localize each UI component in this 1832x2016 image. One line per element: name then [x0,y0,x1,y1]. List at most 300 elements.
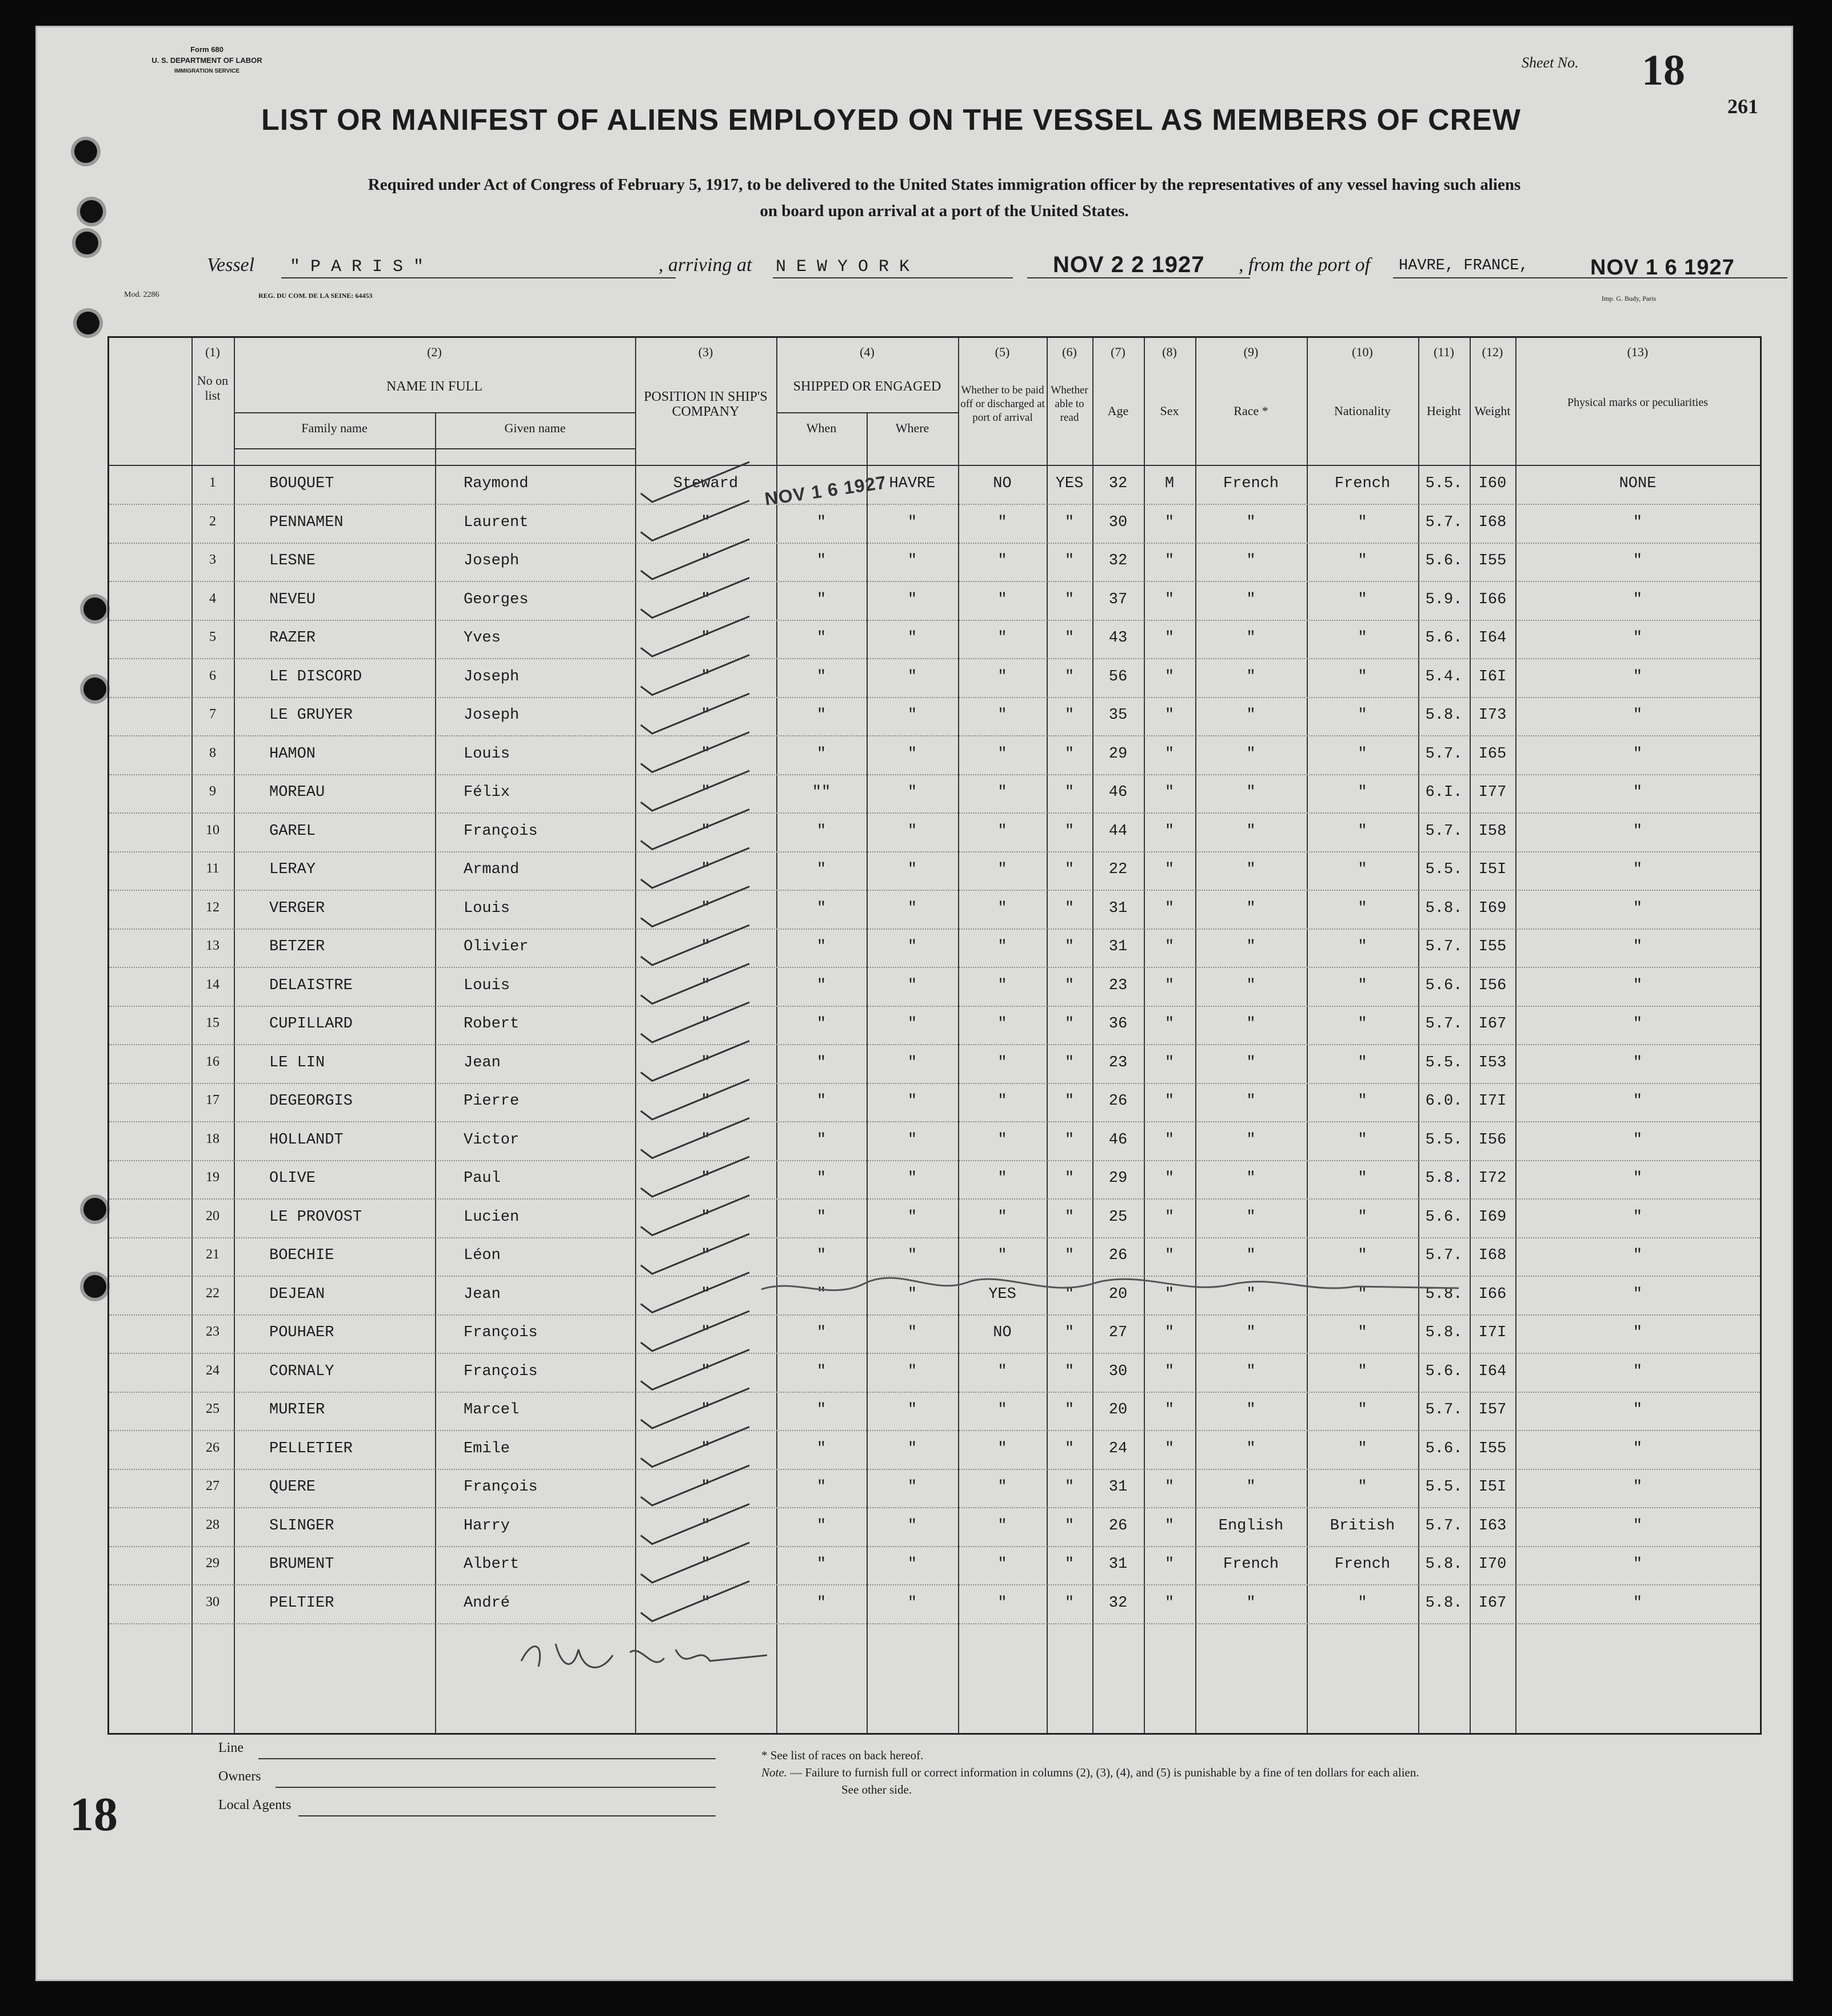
cell-sex: " [1164,745,1175,763]
cell-position: " [701,822,711,840]
reg-number: REG. DU COM. DE LA SEINE: 64453 [258,292,373,300]
cell-family: HAMON [269,745,316,763]
cell-paid-off: " [997,938,1007,955]
cell-position: " [701,1440,711,1457]
cell-height: 5.6. [1425,629,1463,647]
cell-height: 5.5. [1425,1479,1463,1496]
check-mark [641,732,749,772]
cell-weight: I69 [1478,1208,1507,1226]
cell-no: 12 [206,899,219,915]
cell-where: " [907,1594,917,1612]
cell-nationality: " [1358,977,1367,994]
cell-given: Jean [464,1285,501,1303]
cell-weight: I5I [1478,861,1507,878]
cell-read: " [1064,938,1075,955]
cell-marks: " [1633,899,1643,917]
cell-no: 6 [209,668,216,683]
cell-height: 5.5. [1425,861,1463,878]
cell-nationality: " [1358,745,1367,763]
cell-where: " [907,591,917,608]
cell-age: 46 [1108,784,1128,801]
col-4-num: (4) [860,345,875,359]
cell-height: 5.8. [1425,1170,1463,1187]
cell-paid-off: " [997,977,1007,994]
cell-weight: I56 [1478,977,1507,994]
check-mark [641,616,749,656]
cell-when: " [816,1093,827,1110]
cell-height: 5.4. [1425,668,1463,686]
cell-family: CUPILLARD [269,1015,353,1033]
cell-nationality: British [1330,1517,1395,1535]
cell-sex: " [1164,629,1175,647]
cell-position: " [701,1401,711,1419]
cell-where: " [907,1324,917,1341]
cell-age: 31 [1108,1556,1128,1573]
cell-paid-off: " [997,899,1007,917]
cell-where: HAVRE [889,475,936,492]
cell-height: 5.8. [1425,1285,1463,1303]
cell-age: 23 [1108,977,1128,994]
cell-paid-off: " [997,629,1007,647]
cell-nationality: " [1358,1015,1367,1033]
cell-position: " [701,1093,711,1110]
cell-family: BOUQUET [269,475,334,492]
check-mark [641,1427,749,1467]
cell-nationality: " [1358,1285,1367,1303]
cell-race: " [1246,1594,1256,1612]
cell-age: 36 [1108,1015,1128,1033]
col-2-header: NAME IN FULL [386,379,482,394]
cell-family: OLIVE [269,1170,316,1187]
cell-age: 23 [1108,1054,1128,1071]
cell-no: 24 [206,1362,219,1378]
cell-race: " [1246,899,1256,917]
cell-given: Lucien [464,1208,520,1226]
cell-paid-off: " [997,552,1007,569]
col-3-header: POSITION IN SHIP'S COMPANY [644,389,768,419]
cell-paid-off: " [997,1594,1007,1612]
cell-read: " [1064,1170,1075,1187]
cell-weight: I55 [1478,1440,1507,1457]
cell-weight: I55 [1478,938,1507,955]
cell-where: " [907,899,917,917]
col-2-num: (2) [427,345,442,359]
cell-sex: " [1164,1054,1175,1071]
cell-given: Victor [464,1131,520,1149]
cell-given: Emile [464,1440,510,1457]
cell-age: 27 [1108,1324,1128,1341]
cell-read: " [1064,1131,1075,1149]
cell-sex: " [1164,1170,1175,1187]
cell-given: Louis [464,977,510,994]
cell-when: " [816,1247,827,1264]
cell-nationality: " [1358,1324,1367,1341]
cell-when: " [816,1208,827,1226]
check-mark [641,501,749,541]
cell-when: " [816,707,827,724]
cell-sex: " [1164,591,1175,608]
check-mark [641,1118,749,1158]
cell-when: " [816,938,827,955]
cell-position: " [701,668,711,686]
cell-marks: " [1633,1324,1643,1341]
cell-family: DEGEORGIS [269,1093,353,1110]
cell-position: " [701,938,711,955]
cell-height: 5.8. [1425,1556,1463,1573]
cell-race: " [1246,1324,1256,1341]
cell-given: François [464,822,538,840]
check-mark [641,1311,749,1351]
col-1-header: No on list [197,373,229,403]
cell-position: " [701,899,711,917]
cell-nationality: French [1334,475,1391,492]
cell-where: " [907,861,917,878]
cell-weight: I70 [1478,1556,1507,1573]
cell-weight: I66 [1478,591,1507,608]
cell-no: 16 [206,1054,219,1069]
cell-paid-off: " [997,1015,1007,1033]
col-3-num: (3) [698,345,713,359]
col-5-num: (5) [995,345,1010,359]
cell-weight: I68 [1478,1247,1507,1264]
cell-marks: " [1633,629,1643,647]
check-mark [641,1350,749,1390]
cell-position: " [701,977,711,994]
col-family-header: Family name [301,421,368,435]
cell-marks: " [1633,552,1643,569]
cell-sex: " [1164,552,1175,569]
cell-given: Raymond [464,475,529,492]
col-6-header: Whether able to read [1051,384,1088,424]
cell-nationality: " [1358,861,1367,878]
cell-paid-off: " [997,1517,1007,1535]
cell-age: 44 [1108,822,1128,840]
cell-read: " [1064,629,1075,647]
cell-given: François [464,1479,538,1496]
cell-family: PELTIER [269,1594,334,1612]
cell-position: " [701,1594,711,1612]
cell-paid-off: " [997,1247,1007,1264]
cell-height: 5.8. [1425,707,1463,724]
cell-position: " [701,1324,711,1341]
cell-family: BRUMENT [269,1556,334,1573]
arrival-date-stamp: NOV 2 2 1927 [1053,252,1205,277]
check-mark [641,578,749,618]
cell-position: " [701,1131,711,1149]
check-mark [641,925,749,965]
cell-race: " [1246,1285,1256,1303]
cell-position: " [701,1517,711,1535]
cell-family: CORNALY [269,1362,334,1380]
check-mark [641,964,749,1004]
check-mark [641,655,749,695]
cell-marks: " [1633,1517,1643,1535]
cell-position: " [701,552,711,569]
cell-nationality: " [1358,1440,1367,1457]
col-1-num: (1) [205,345,220,359]
cell-nationality: " [1358,552,1367,569]
cell-sex: " [1164,784,1175,801]
cell-family: NEVEU [269,591,316,608]
cell-family: POUHAER [269,1324,334,1341]
cell-where: " [907,552,917,569]
cell-read: " [1064,1324,1075,1341]
note-text: — Failure to furnish full or correct information in columns (2), (3), (4), and (5) is punishable by a fine of ten dollars for each alien. [790,1766,1419,1779]
check-mark [641,848,749,888]
cell-paid-off: " [997,707,1007,724]
note-label: Note. [761,1766,787,1779]
cell-no: 30 [206,1594,219,1609]
cell-position: Steward [673,475,739,492]
cell-when: " [816,899,827,917]
cell-race: " [1246,513,1256,531]
cell-paid-off: " [997,745,1007,763]
cell-when: " [816,822,827,840]
cell-paid-off: " [997,591,1007,608]
cell-nationality: " [1358,1131,1367,1149]
cell-given: Robert [464,1015,520,1033]
col-12-num: (12) [1482,345,1503,359]
form-info [121,44,293,77]
cell-age: 31 [1108,1479,1128,1496]
cell-race: " [1246,938,1256,955]
cell-race: " [1246,591,1256,608]
agents-label: Local Agents [218,1798,292,1812]
cell-read: " [1064,707,1075,724]
arriving-port: N E W Y O R K [776,257,910,277]
cell-family: GAREL [269,822,316,840]
cell-age: 56 [1108,668,1128,686]
cell-where: " [907,668,917,686]
check-mark [641,694,749,734]
col-6-num: (6) [1062,345,1077,359]
cell-weight: I72 [1478,1170,1507,1187]
cell-when: " [816,1401,827,1419]
cell-nationality: " [1358,822,1367,840]
cell-where: " [907,1401,917,1419]
cell-race: " [1246,1054,1256,1071]
cell-no: 17 [206,1093,219,1107]
cell-race: " [1246,1247,1256,1264]
cell-race: " [1246,707,1256,724]
cell-race: " [1246,861,1256,878]
cell-height: 5.6. [1425,1440,1463,1457]
cell-age: 20 [1108,1285,1128,1303]
cell-sex: " [1164,668,1175,686]
cell-given: Joseph [464,668,520,686]
col-10-num: (10) [1352,345,1373,359]
manifest-sheet [35,26,1793,1981]
cell-weight: I67 [1478,1594,1507,1612]
cell-position: " [701,629,711,647]
cell-nationality: " [1358,1362,1367,1380]
cell-nationality: " [1358,938,1367,955]
cell-age: 24 [1108,1440,1128,1457]
col-12-header: Weight [1474,404,1511,418]
cell-marks: " [1633,1015,1643,1033]
cell-height: 5.5. [1425,475,1463,492]
cell-family: RAZER [269,629,316,647]
cell-age: 30 [1108,513,1128,531]
cell-race: " [1246,1131,1256,1149]
cell-height: 6.0. [1425,1093,1463,1110]
cell-no: 25 [206,1401,219,1416]
cell-sex: " [1164,822,1175,840]
form-service: IMMIGRATION SERVICE [174,68,240,74]
cell-nationality: " [1358,1170,1367,1187]
check-mark [641,887,749,927]
mod-number: Mod. 2286 [124,290,159,299]
cell-paid-off: " [997,1401,1007,1419]
cell-when: " [816,1324,827,1341]
cell-no: 21 [206,1247,219,1262]
cell-nationality: " [1358,591,1367,608]
cell-weight: I64 [1478,1362,1507,1380]
cell-where: " [907,1362,917,1380]
cell-height: 5.7. [1425,938,1463,955]
cell-age: 26 [1108,1247,1128,1264]
cell-race: " [1246,668,1256,686]
cell-when: " [816,861,827,878]
sheet-number: 18 [1642,46,1685,94]
cell-nationality: " [1358,1594,1367,1612]
signature [504,1627,779,1690]
cell-paid-off: " [997,1131,1007,1149]
cell-when: " [816,1131,827,1149]
cell-family: LE GRUYER [269,707,353,724]
cell-sex: " [1164,861,1175,878]
cell-when: " [816,1285,827,1303]
cell-race: " [1246,1440,1256,1457]
cell-read: " [1064,1556,1075,1573]
cell-given: Joseph [464,707,520,724]
cell-race: French [1223,1556,1279,1573]
cell-given: Léon [464,1247,501,1264]
cell-marks: " [1633,1131,1643,1149]
cell-race: " [1246,1015,1256,1033]
cell-weight: I6I [1478,668,1507,686]
cell-where: " [907,1479,917,1496]
cell-when: " [816,1015,827,1033]
col-9-num: (9) [1243,345,1259,359]
cell-no: 4 [209,591,216,606]
col-4-header: SHIPPED OR ENGAGED [793,379,941,394]
cell-weight: I63 [1478,1517,1507,1535]
cell-sex: " [1164,1208,1175,1226]
from-port-label: , from the port of [1239,254,1371,276]
cell-sex: " [1164,1401,1175,1419]
cell-no: 18 [206,1131,219,1146]
see-other-side: See other side. [841,1783,912,1796]
check-mark [641,1196,749,1236]
cell-family: LE PROVOST [269,1208,362,1226]
cell-race: English [1218,1517,1284,1535]
cell-age: 22 [1108,861,1128,878]
check-mark [641,1504,749,1544]
cell-sex: " [1164,1440,1175,1457]
cell-read: " [1064,513,1075,531]
cell-read: " [1064,745,1075,763]
col-5-header: Whether to be paid off or discharged at port of arrival [960,384,1045,424]
cell-given: Pierre [464,1093,520,1110]
punch-hole [83,597,106,620]
cell-marks: NONE [1619,475,1657,492]
cell-nationality: " [1358,1054,1367,1071]
cell-when: " [816,591,827,608]
cell-race: " [1246,1208,1256,1226]
cell-marks: " [1633,1362,1643,1380]
cell-paid-off: " [997,668,1007,686]
cell-height: 5.8. [1425,1594,1463,1612]
cell-where: " [907,1131,917,1149]
cell-nationality: " [1358,1401,1367,1419]
check-mark [641,1273,749,1313]
cell-family: MOREAU [269,784,325,801]
cell-position: " [701,1247,711,1264]
cell-where: " [907,1054,917,1071]
cell-no: 15 [206,1015,219,1030]
cell-age: 46 [1108,1131,1128,1149]
cell-height: 5.6. [1425,1208,1463,1226]
cell-sex: " [1164,1131,1175,1149]
cell-weight: I55 [1478,552,1507,569]
check-mark [641,462,749,502]
cell-position: " [701,861,711,878]
cell-marks: " [1633,668,1643,686]
cell-read: " [1064,861,1075,878]
cell-age: 26 [1108,1517,1128,1535]
cell-sex: " [1164,977,1175,994]
cell-height: 5.7. [1425,1015,1463,1033]
cell-where: " [907,1517,917,1535]
cell-age: 31 [1108,938,1128,955]
cell-paid-off: NO [993,475,1012,492]
cell-read: YES [1055,475,1084,492]
cell-where: " [907,1015,917,1033]
check-mark [641,771,749,811]
cell-nationality: " [1358,707,1367,724]
cell-nationality: " [1358,513,1367,531]
cell-no: 29 [206,1556,219,1571]
cell-no: 23 [206,1324,219,1339]
cell-when: " [816,1362,827,1380]
punch-hole [83,1275,106,1298]
col-8-num: (8) [1162,345,1177,359]
cell-read: " [1064,1594,1075,1612]
cell-no: 20 [206,1208,219,1224]
cell-sex: " [1164,1093,1175,1110]
cell-given: Joseph [464,552,520,569]
cell-age: 43 [1108,629,1128,647]
cell-position: " [701,1015,711,1033]
cell-paid-off: " [997,1170,1007,1187]
shipped-date-stamp: NOV 1 6 1927 [763,472,888,509]
cell-given: Yves [464,629,501,647]
cell-when: " [816,668,827,686]
punch-hole [83,678,106,700]
cell-nationality: " [1358,784,1367,801]
check-mark [641,1041,749,1081]
cell-age: 26 [1108,1093,1128,1110]
cell-read: " [1064,591,1075,608]
cell-paid-off: " [997,1479,1007,1496]
cell-weight: I64 [1478,629,1507,647]
form-number: Form 680 [190,45,223,54]
cell-given: Marcel [464,1401,520,1419]
cell-weight: I65 [1478,745,1507,763]
cell-family: HOLLANDT [269,1131,344,1149]
cell-height: 5.8. [1425,899,1463,917]
